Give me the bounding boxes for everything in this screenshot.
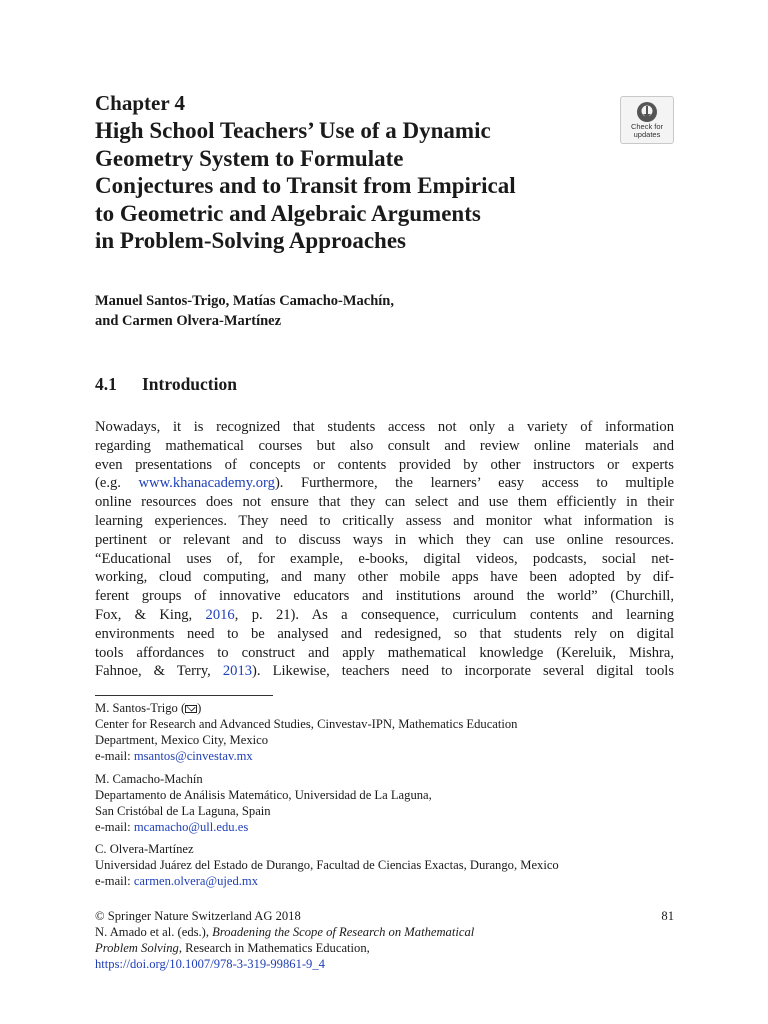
body-line: pertinent or relevant and to discuss ways in which they can use online resources. [95, 531, 674, 548]
section-title: Introduction [142, 374, 237, 394]
chapter-title-line: High School Teachers’ Use of a Dynamic [95, 118, 491, 143]
body-text-fragment: ). Furthermore, the learners’ easy access to multiple [274, 475, 674, 492]
body-line [95, 474, 674, 493]
affiliation-line: Universidad Juárez del Estado de Durango, Facultad de Ciencias Exactas, Durango, Mexico [95, 858, 559, 872]
footnote-divider [95, 695, 273, 696]
doi-link[interactable]: https://doi.org/10.1007/978-3-319-99861-9_4 [95, 957, 325, 971]
affiliation-email [95, 819, 695, 835]
affiliation-line: San Cristóbal de La Laguna, Spain [95, 804, 271, 818]
affiliation-email [95, 748, 695, 764]
affiliation-name [95, 700, 695, 716]
email-link[interactable]: msantos@cinvestav.mx [133, 749, 253, 763]
email-link[interactable]: carmen.olvera@ujed.mx [133, 874, 259, 888]
email-label: e-mail: [95, 874, 134, 888]
chapter-title-line: Conjectures and to Transit from Empirical [95, 173, 516, 198]
body-paragraph [95, 418, 674, 681]
check-for-updates-icon [636, 101, 658, 123]
book-title: Broadening the Scope of Research on Mathematical [212, 925, 475, 939]
citation-line [95, 940, 674, 956]
section-number: 4.1 [95, 374, 117, 394]
body-text-fragment: Fahnoe, & Terry, [95, 663, 223, 680]
book-title: Problem Solving [95, 941, 179, 955]
body-line [95, 662, 674, 681]
email-label: e-mail: [95, 820, 134, 834]
body-line: regarding mathematical courses but also consult and review online materials and [95, 437, 674, 454]
authors [95, 291, 394, 331]
email-link[interactable]: mcamacho@ull.edu.es [133, 820, 249, 834]
affiliation-camacho-machin [95, 771, 695, 835]
citation-line [95, 924, 674, 940]
page-number: 81 [661, 909, 674, 923]
body-line [95, 606, 674, 625]
affiliation-name-text: M. Santos-Trigo ( [95, 701, 186, 715]
chapter-title [95, 117, 635, 255]
doi-line [95, 956, 674, 972]
badge-label-line2: updates [633, 129, 661, 139]
body-text-fragment: , p. 21). As a consequence, curriculum contents and learning [234, 606, 674, 623]
body-line: Nowadays, it is recognized that students access not only a variety of information [95, 419, 674, 435]
affiliation-email [95, 873, 695, 889]
footer-citation [95, 908, 674, 972]
affiliation-name-text: ) [197, 701, 202, 715]
body-text-fragment: Fox, & King, [95, 606, 206, 623]
email-label: e-mail: [95, 749, 134, 763]
body-line: even presentations of concepts or contents provided by other instructors or experts [95, 456, 674, 473]
affiliation-name: M. Camacho-Machín [95, 772, 203, 786]
affiliation-santos-trigo [95, 700, 695, 764]
affiliation-line: Department, Mexico City, Mexico [95, 733, 269, 747]
authors-line: and Carmen Olvera-Martínez [95, 313, 282, 329]
body-text-fragment: ). Likewise, teachers need to incorporate several digital tools [252, 663, 675, 680]
affiliation-line: Departamento de Análisis Matemático, Universidad de La Laguna, [95, 788, 432, 802]
body-line: online resources does not ensure that they can select and use them efficiently in their [95, 494, 674, 511]
chapter-title-line: in Problem-Solving Approaches [95, 228, 406, 253]
affiliation-olvera-martinez [95, 841, 695, 889]
chapter-title-line: to Geometric and Algebraic Arguments [95, 200, 481, 226]
body-text-fragment: (e.g. [95, 475, 139, 492]
citation-link-2013[interactable]: 2013 [222, 663, 253, 680]
citation-text: , Research in Mathematics Education, [178, 941, 370, 955]
citation-link-2016[interactable]: 2016 [205, 606, 235, 623]
section-heading [95, 373, 237, 395]
body-line: “Educational uses of, for example, e-books, digital videos, podcasts, social net- [95, 550, 674, 567]
body-line: environments need to be analysed and redesigned, so that students rely on digital [95, 625, 674, 642]
affiliation-name: C. Olvera-Martínez [95, 842, 194, 856]
authors-line: Manuel Santos-Trigo, Matías Camacho-Machín, [95, 293, 394, 309]
copyright-line: © Springer Nature Switzerland AG 2018 [95, 909, 301, 923]
check-for-updates-badge[interactable] [620, 96, 674, 144]
body-line: working, cloud computing, and many other mobile apps have been adopted by dif- [95, 569, 674, 586]
citation-text: N. Amado et al. (eds.), [95, 925, 213, 939]
email-envelope-icon[interactable] [185, 705, 197, 713]
body-line: learning experiences. They need to critically assess and monitor what information is [95, 512, 674, 529]
body-line: tools affordances to construct and apply mathematical knowledge (Kereluik, Mishra, [95, 644, 674, 661]
khanacademy-link[interactable]: www.khanacademy.org [138, 475, 275, 492]
badge-label-line1: Check for [630, 122, 664, 131]
affiliation-line: Center for Research and Advanced Studies, Cinvestav-IPN, Mathematics Education [95, 717, 518, 731]
chapter-label: Chapter 4 [95, 91, 186, 115]
chapter-title-line: Geometry System to Formulate [95, 145, 404, 171]
body-line: ferent groups of innovative educators and institutions around the world” (Churchill, [95, 588, 674, 605]
